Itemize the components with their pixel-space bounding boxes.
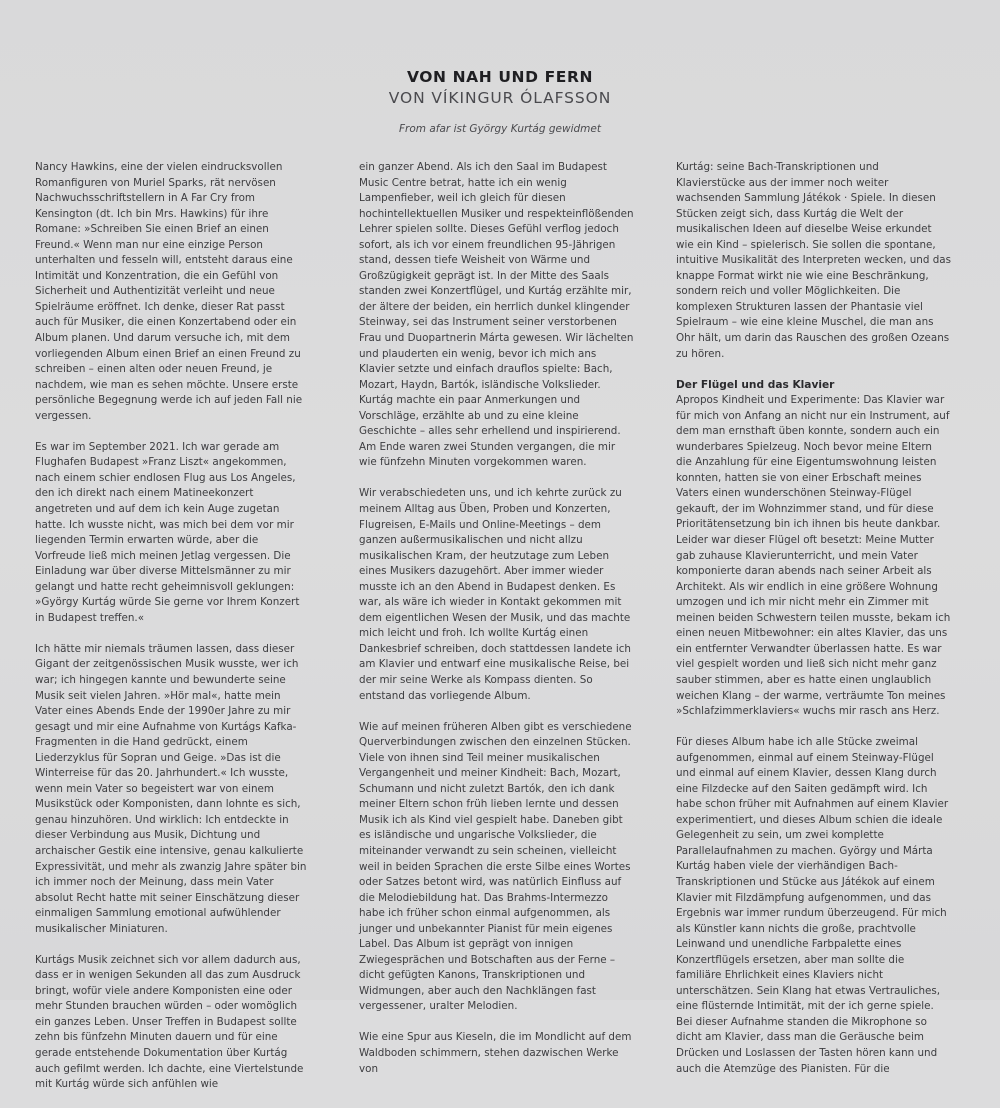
paragraph: ein ganzer Abend. Als ich den Saal im Budapest Music Centre betrat, hatte ich ein wenig Lampenfieber, weil ich gleich für diesen hochintellektuellen Musiker und respekteinflößenden Lehrer spielen sollte. Dieses Gefühl verflog jedoch sofort, als ich vor einem freundlichen 95-Jährigen stand, dessen tiefe Weisheit von Wärme und Großzügigkeit geprägt ist. In der Mitte des Saals standen zwei Konzertflügel, und Kurtág erzählte mir, der ältere der beiden, ein herrlich dunkel klingender Steinway, sei das Instrument seiner verstorbenen Frau und Duopartnerin Márta gewesen. Wir lächelten und plauderten ein wenig, bevor ich mich ans Klavier setzte und einfach drauflos spielte: Bach, Mozart, Haydn, Bartók, isländische Volkslieder. Kurtág machte ein paar Anmerkungen und Vorschläge, erzählte ab und zu eine kleine Geschichte – alles sehr erhellend und inspirierend. Am Ende waren zwei Stunden vergangen, die mir wie fünfzehn Minuten vorgekommen waren. — [359, 161, 634, 469]
paragraph: Apropos Kindheit und Experimente: Das Klavier war für mich von Anfang an nicht nur ein Instrument, auf dem man ernsthaft üben konnte, sondern auch ein wunderbares Spielzeug. Noch bevor meine Eltern die Anzahlung für eine Eigentumswohnung leisten konnten, hatten sie von einer Erbschaft meines Vaters einen wunderschönen Steinway-Flügel gekauft, der im Wohnzimmer stand, und für diese Prioritätensetzung bin ich ihnen bis heute dankbar. Leider war dieser Flügel oft besetzt: Meine Mutter gab zuhause Klavierunterricht, und mein Vater komponierte daran abends nach seiner Arbeit als Architekt. Als wir endlich in eine größere Wohnung umzogen und ich mir nicht mehr ein Zimmer mit meinen beiden Schwestern teilen musste, bekam ich einen neuen Mitbewohner: ein altes Klavier, das uns ein entfernter Verwandter überlassen hatte. Es war viel gespielt worden und ließ sich nicht mehr ganz sauber stimmen, aber es hatte einen unglaublich weichen Klang – der warme, verträumte Ton meines »Schlafzimmerklaviers« wuchs mir rasch ans Herz. — [676, 394, 951, 718]
text-column-3 — [676, 160, 951, 1093]
paragraph: Nancy Hawkins, eine der vielen eindrucksvollen Romanfiguren von Muriel Sparks, rät nervösen Nachwuchsschriftstellern in A Far Cry from Kensington (dt. Ich bin Mrs. Hawkins) für ihre Romane: »Schreiben Sie einen Brief an einen Freund.« Wenn man nur eine einzige Person unterhalten und fesseln will, entsteht daraus eine Intimität und Konzentration, die ein Gefühl von Sicherheit und Authentizität verleiht und neue Spielräume eröffnet. Ich denke, dieser Rat passt auch für Musiker, die einen Konzertabend oder ein Album planen. Und darum versuche ich, mit dem vorliegenden Album einen Brief an einen Freund zu schreiben – einen alten oder neuen Freund, je nachdem, wie man es sehen möchte. Unsere erste persönliche Begegnung werde ich auf jeden Fall nie vergessen. — [35, 161, 303, 422]
paragraph: Wir verabschiedeten uns, und ich kehrte zurück zu meinem Alltag aus Üben, Proben und Konzerten, Flugreisen, E-Mails und Online-Meetings – dem ganzen außermusikalischen und nicht allzu musikalischen Kram, der heutzutage zum Leben eines Musikers dazugehört. Aber immer wieder musste ich an den Abend in Budapest denken. Es war, als wäre ich wieder in Kontakt gekommen mit dem eigentlichen Wesen der Musik, und das machte mich leicht und froh. Ich wollte Kurtág einen Dankesbrief schreiben, doch stattdessen landete ich am Klavier und entwarf eine musikalische Reise, bei der mir seine Werke als Kompass dienten. So entstand das vorliegende Album. — [359, 487, 631, 702]
article-title: VON NAH UND FERN — [406, 68, 594, 86]
paragraph: Kurtág: seine Bach-Transkriptionen und Klavierstücke aus der immer noch weiter wachsenden Sammlung Játékok · Spiele. In diesen Stücken zeigt sich, dass Kurtág die Welt der musikalischen Ideen auf dieselbe Weise erkundet wie ein Kind – spielerisch. Sie sollen die spontane, intuitive Musikalität des Interpreten wecken, und das knappe Format wirkt nie wie eine Beschränkung, sondern reich und voller Möglichkeiten. Die komplexen Strukturen lassen der Phantasie viel Spielraum – wie eine kleine Muschel, die man ans Ohr hält, um darin das Rauschen des großen Ozeans zu hören. — [676, 161, 951, 360]
article-header — [0, 68, 1000, 135]
paragraph: Wie auf meinen früheren Alben gibt es verschiedene Querverbindungen zwischen den einzelnen Stücken. Viele von ihnen sind Teil meiner musikalischen Vergangenheit und meiner Kindheit: Bach, Mozart, Schumann und nicht zuletzt Bartók, den ich dank meiner Eltern schon früh lieben lernte und dessen Musik ich als Kind viel gespielt habe. Daneben gibt es isländische und ungarische Volkslieder, die miteinander verwandt zu sein scheinen, vielleicht weil in beiden Sprachen die erste Silbe eines Wortes oder Satzes betont wird, was natürlich Einfluss auf die Melodiebildung hat. Das Brahms-Intermezzo habe ich früher schon einmal aufgenommen, als junger und unbekannter Pianist für mein eigenes Label. Das Album ist geprägt von innigen Zwiegesprächen und Botschaften aus der Ferne – dicht gefügten Kanons, Transkriptionen und Widmungen, aber auch den Nachklängen fast vergessener, uralter Melodien. — [359, 720, 632, 1013]
paragraph: Für dieses Album habe ich alle Stücke zweimal aufgenommen, einmal auf einem Steinway-Flügel und einmal auf einem Klavier, dessen Klang durch eine Filzdecke auf den Saiten gedämpft wird. Ich habe schon früher mit Aufnahmen auf einem Klavier experimentiert, und dieses Album schien die ideale Gelegenheit zu sein, um zwei komplette Parallelaufnahmen zu machen. György und Márta Kurtág haben viele der vierhändigen Bach-Transkriptionen und Stücke aus Játékok auf einem Klavier mit Filzdämpfung aufgenommen, und das Ergebnis war immer rundum überzeugend. Für mich als Künstler kann nichts die große, prachtvolle Leinwand und unendliche Farbpalette eines Konzertflügels ersetzen, aber man sollte die familiäre Ehrlichkeit eines Klaviers nicht unterschätzen. Sein Klang hat etwas Vertrauliches, eine flüsternde Intimität, mit der ich gerne spiele. Bei dieser Aufnahme standen die Mikrophone so dicht am Klavier, dass man die Geräusche beim Drücken und Loslassen der Tasten hören kann und auch die Atemzüge des Pianisten. Für die — [676, 736, 949, 1075]
text-column-2 — [359, 160, 634, 1093]
dedication-line: From afar ist György Kurtág gewidmet — [399, 123, 601, 135]
section-heading: Der Flügel und das Klavier — [676, 378, 835, 391]
article-author: VON VÍKINGUR ÓLAFSSON — [388, 89, 612, 107]
text-column-1 — [35, 160, 310, 1108]
paragraph: Ich hätte mir niemals träumen lassen, dass dieser Gigant der zeitgenössischen Musik wusste, wer ich war; ich hingegen kannte und bewunderte seine Musik seit vielen Jahren. »Hör mal«, hatte mein Vater eines Abends Ende der 1990er Jahre zu mir gesagt und mir eine Aufnahme von Kurtágs Kafka-Fragmenten in die Hand gedrückt, einem Liederzyklus für Sopran und Geige. »Das ist die Winterreise für das 20. Jahrhundert.« Ich wusste, wenn mein Vater so begeistert war von einem Musikstück oder Komponisten, dann lohnte es sich, genau hinzuhören. Und wirklich: Ich entdeckte in dieser Verbindung aus Musik, Dichtung und archaischer Gestik eine intensive, genau kalkulierte Expressivität, und mehr als zwanzig Jahre später bin ich immer noch der Meinung, dass mein Vater absolut Recht hatte mit seiner Einschätzung dieser einmaligen Sammlung emotional aufwühlender musikalischer Miniaturen. — [35, 642, 307, 935]
paragraph: Kurtágs Musik zeichnet sich vor allem dadurch aus, dass er in wenigen Sekunden all das zum Ausdruck bringt, wofür viele andere Komponisten eine oder mehr Stunden brauchen würden – oder womöglich ein ganzes Leben. Unser Treffen in Budapest sollte zehn bis fünfzehn Minuten dauern und für eine gerade entstehende Dokumentation über Kurtág auch gefilmt werden. Ich dachte, eine Viertelstunde mit Kurtág würde sich anfühlen wie — [35, 953, 304, 1091]
paragraph: Wie eine Spur aus Kieseln, die im Mondlicht auf dem Waldboden schimmern, stehen dazwischen Werke von — [359, 1031, 632, 1075]
paragraph: Es war im September 2021. Ich war gerade am Flughafen Budapest »Franz Liszt« angekommen, nach einem schier endlosen Flug aus Los Angeles, den ich direkt nach einem Matineekonzert angetreten und auf dem ich kein Auge zugetan hatte. Ich wusste nicht, was mich bei dem vor mir liegenden Termin erwarten würde, aber die Vorfreude ließ mich meinen Jetlag vergessen. Die Einladung war über diverse Mittelsmänner zu mir gelangt und hatte recht geheimnisvoll geklungen: »György Kurtág würde Sie gerne vor Ihrem Konzert in Budapest treffen.« — [35, 440, 300, 624]
